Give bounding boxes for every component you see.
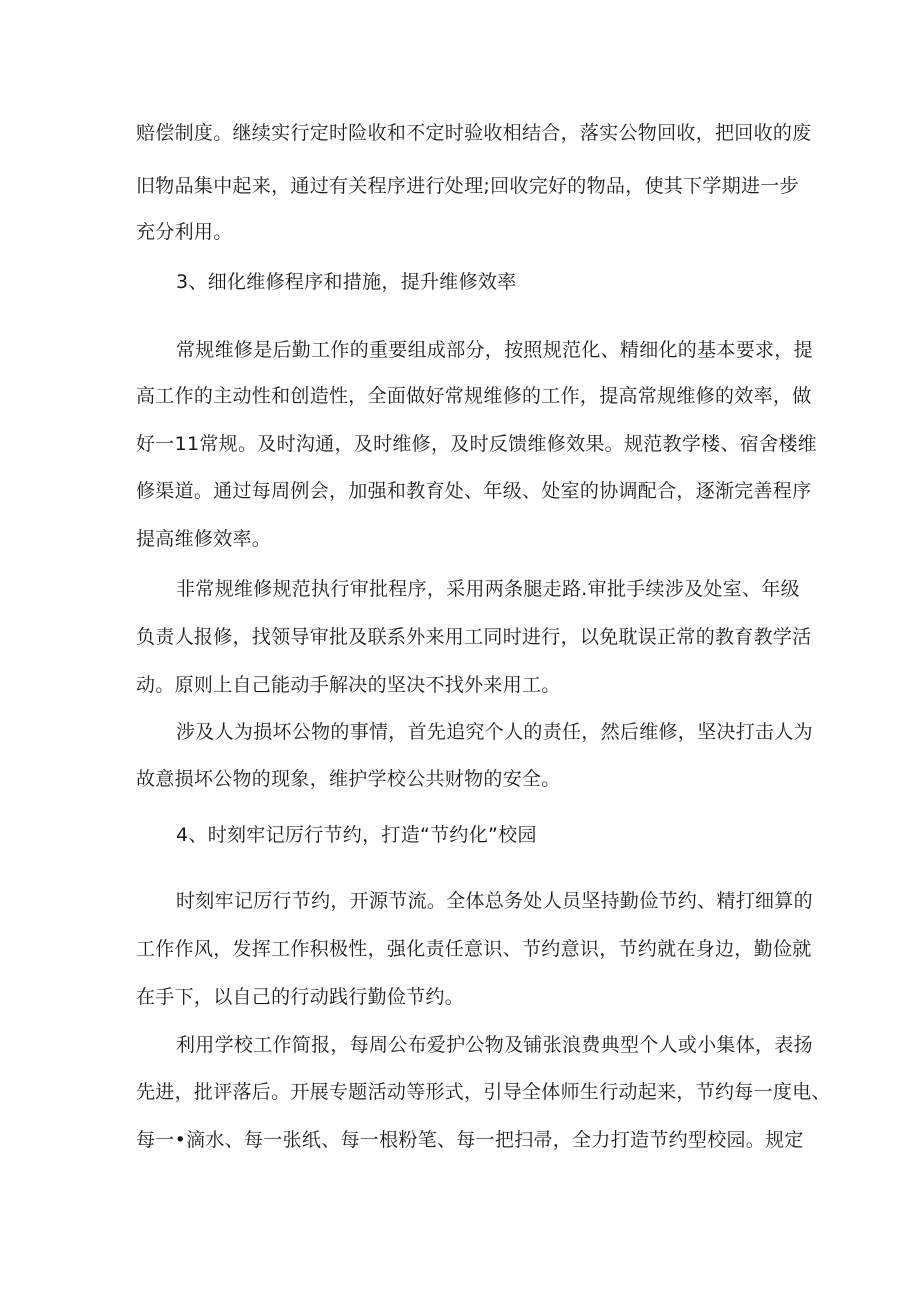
paragraph-line: 在手下，以自己的行动践行勤俭节约。 (136, 986, 465, 1008)
paragraph-line: 旧物品集中起来，通过有关程序进行处理;回收完好的物品，使其下学期进一步 (136, 175, 799, 197)
paragraph-line: 故意损坏公物的现象，维护学校公共财物的安全。 (136, 768, 561, 790)
paragraph-line: 充分利用。 (136, 221, 233, 243)
paragraph-line: 好一11常规。及时沟通，及时维修，及时反馈维修效果。规范教学楼、宿舍楼维 (136, 433, 817, 455)
paragraph-line: 修渠道。通过每周例会，加强和教育处、年级、处室的协调配合，逐渐完善程序 (136, 480, 812, 502)
paragraph-line: 工作作风，发挥工作积极性，强化责任意识、节约意识，节约就在身边，勤俭就 (136, 938, 812, 960)
paragraph-line: 高工作的主动性和创造性，全面做好常规维修的工作，提高常规维修的效率，做 (136, 385, 812, 407)
section-heading: 3、细化维修程序和措施，提升维修效率 (176, 271, 517, 293)
paragraph-line: 先进，批评落后。开展专题活动等形式，引导全体师生行动起来，节约每一度电、 (136, 1081, 831, 1103)
paragraph-line: 每一•滴水、每一张纸、每一根粉笔、每一把扫帚，全力打造节约型校园。规定 (136, 1129, 804, 1151)
paragraph-line: 负责人报修，找领导审批及联系外来用工同时进行，以免耽误正常的教育教学活 (136, 626, 812, 648)
paragraph-line: 提高维修效率。 (136, 528, 272, 550)
paragraph-line: 常规维修是后勤工作的重要组成部分，按照规范化、精细化的基本要求，提 (176, 339, 813, 361)
section-heading: 4、时刻牢记厉行节约，打造“节约化”校园 (176, 824, 537, 846)
paragraph-line: 动。原则上自己能动手解决的坚决不找外来用工。 (136, 674, 561, 696)
paragraph-line: 非常规维修规范执行审批程序，采用两条腿走路.审批手续涉及处室、年级 (176, 578, 800, 600)
paragraph-line: 时刻牢记厉行节约，开源节流。全体总务处人员坚持勤俭节约、精打细算的 (176, 890, 813, 912)
paragraph-line: 赔偿制度。继续实行定时险收和不定时验收相结合，落实公物回收，把回收的废 (136, 122, 812, 144)
paragraph-line: 涉及人为损坏公物的事情，首先追究个人的责任，然后维修，坚决打击人为 (176, 721, 813, 743)
paragraph-line: 利用学校工作简报，每周公布爱护公物及铺张浪费典型个人或小集体，表扬 (176, 1034, 813, 1056)
